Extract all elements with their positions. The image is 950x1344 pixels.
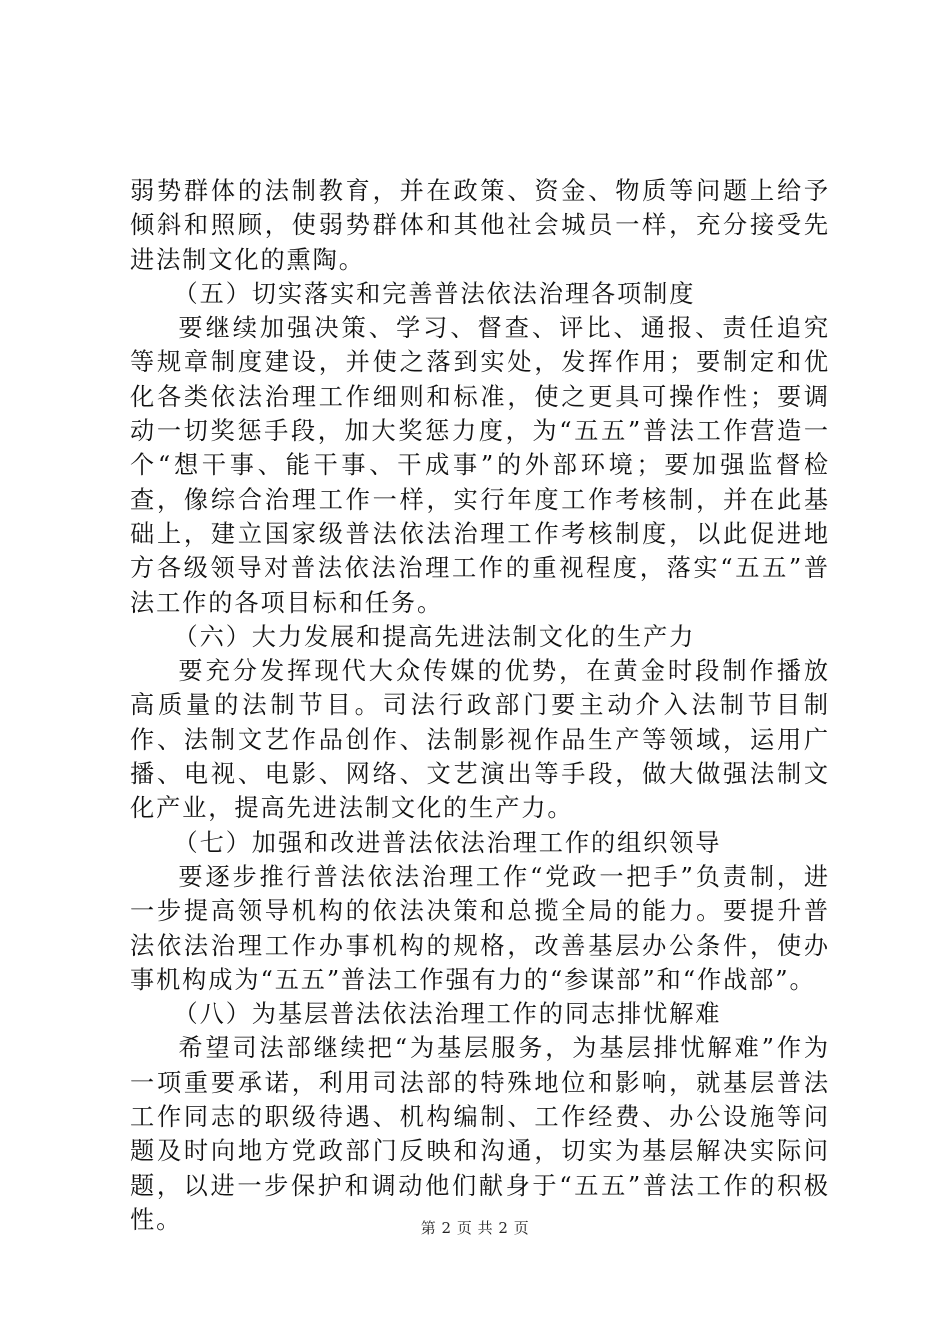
page-footer: 第 2 页 共 2 页	[420, 1219, 530, 1237]
paragraph-section-7: 要逐步推行普法依法治理工作“党政一把手”负责制，进一步提高领导机构的依法决策和总揽全局的能力。要提升普法依法治理工作办事机构的规格，改善基层办公条件，使办事机构成为“五五”普法工作强有力的“参谋部”和“作战部”。	[130, 862, 830, 994]
section-heading-8: （八）为基层普法依法治理工作的同志排忧解难	[173, 1000, 722, 1029]
paragraph-continuation: 弱势群体的法制教育，并在政策、资金、物质等问题上给予倾斜和照顾，使弱势群体和其他社会城员一样，充分接受先进法制文化的熏陶。	[130, 177, 830, 274]
paragraph-section-5: 要继续加强决策、学习、督查、评比、通报、责任追究等规章制度建设，并使之落到实处，发挥作用；要制定和优化各类依法治理工作细则和标准，使之更具可操作性；要调动一切奖惩手段，加大奖惩力度，为“五五”普法工作营造一个“想干事、能干事、干成事”的外部环境；要加强监督检查，像综合治理工作一样，实行年度工作考核制，并在此基础上，建立国家级普法依法治理工作考核制度，以此促进地方各级领导对普法依法治理工作的重视程度，落实“五五”普法工作的各项目标和任务。	[130, 314, 830, 617]
section-heading-5: （五）切实落实和完善普法依法治理各项制度	[173, 279, 696, 308]
paragraph-section-8: 希望司法部继续把“为基层服务，为基层排忧解难”作为一项重要承诺，利用司法部的特殊地位和影响，就基层普法工作同志的职级待遇、机构编制、工作经费、办公设施等问题及时向地方党政部门反映和沟通，切实为基层解决实际问题，以进一步保护和调动他们献身于“五五”普法工作的积极性。	[130, 1034, 830, 1234]
document-body	[130, 174, 830, 1237]
section-heading-7: （七）加强和改进普法依法治理工作的组织领导	[173, 828, 722, 857]
paragraph-section-6: 要充分发挥现代大众传媒的优势，在黄金时段制作播放高质量的法制节目。司法行政部门要主动介入法制节目制作、法制文艺作品创作、法制影视作品生产等领域，运用广播、电视、电影、网络、文艺演出等手段，做大做强法制文化产业，提高先进法制文化的生产力。	[130, 657, 830, 823]
section-heading-6: （六）大力发展和提高先进法制文化的生产力	[173, 622, 696, 651]
